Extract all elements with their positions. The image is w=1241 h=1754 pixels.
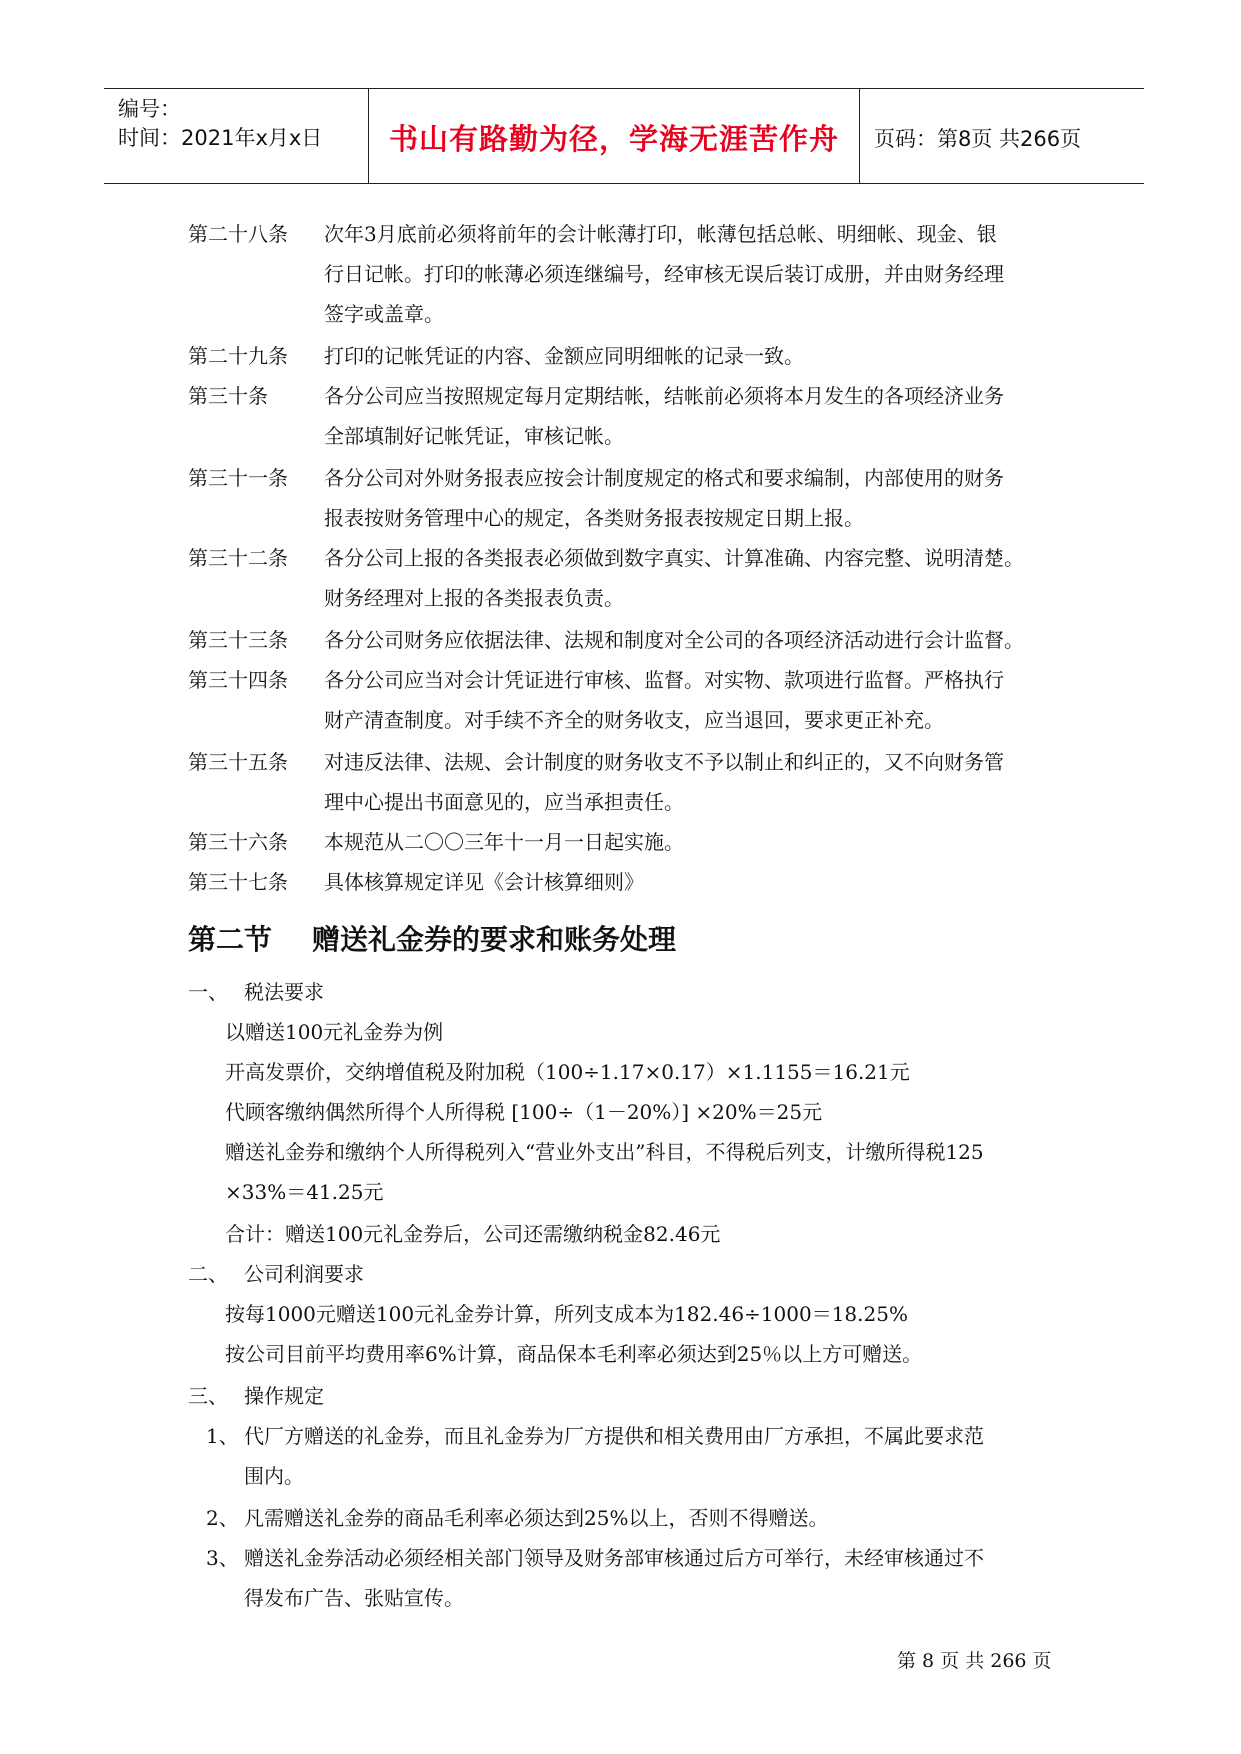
article-text: 打印的记帐凭证的内容、金额应同明细帐的记录一致。 [324,344,804,368]
article-text: 财务经理对上报的各类报表负责。 [324,586,624,610]
article-number: 第三十四条 [188,668,288,692]
article-text: 各分公司对外财务报表应按会计制度规定的格式和要求编制，内部使用的财务 [324,466,1004,490]
article-text: 理中心提出书面意见的，应当承担责任。 [324,790,684,814]
article-number: 第三十七条 [188,870,288,894]
header-page-number: 页码：第8页 共266页 [874,127,1082,151]
article-text: 次年3月底前必须将前年的会计帐薄打印，帐薄包括总帐、明细帐、现金、银 [324,222,997,246]
document-number-label: 编号： [118,97,181,121]
article-text: 对违反法律、法规、会计制度的财务收支不予以制止和纠正的，又不向财务管 [324,750,1004,774]
section-title: 赠送礼金券的要求和账务处理 [312,923,677,956]
page-footer: 第 8 页 共 266 页 [897,1650,1052,1672]
subsection-heading: 税法要求 [244,980,324,1004]
list-item-text: 代厂方赠送的礼金券，而且礼金券为厂方提供和相关费用由厂方承担，不属此要求范 [244,1424,984,1448]
article-text: 签字或盖章。 [324,302,444,326]
article-number: 第三十六条 [188,830,288,854]
document-time-label: 时间：2021年x月x日 [118,126,323,150]
article-number: 第三十二条 [188,546,288,570]
paragraph-line: ×33%＝41.25元 [225,1180,384,1204]
list-item-text: 得发布广告、张贴宣传。 [244,1586,464,1610]
article-text: 各分公司上报的各类报表必须做到数字真实、计算准确、内容完整、说明清楚。 [324,546,1024,570]
article-text: 报表按财务管理中心的规定，各类财务报表按规定日期上报。 [324,506,864,530]
subsection-heading: 公司利润要求 [244,1262,364,1286]
paragraph-line: 赠送礼金券和缴纳个人所得税列入“营业外支出”科目，不得税后列支，计缴所得税125 [225,1140,984,1164]
article-text: 行日记帐。打印的帐薄必须连继编号，经审核无误后装订成册，并由财务经理 [324,262,1004,286]
section-number: 第二节 [188,923,273,956]
list-item-number: 3、 [206,1546,239,1570]
article-text: 具体核算规定详见《会计核算细则》 [324,870,644,894]
article-number: 第三十三条 [188,628,288,652]
subsection-number: 三、 [188,1384,228,1408]
article-text: 各分公司财务应依据法律、法规和制度对全公司的各项经济活动进行会计监督。 [324,628,1024,652]
list-item-text: 赠送礼金券活动必须经相关部门领导及财务部审核通过后方可举行，未经审核通过不 [244,1546,984,1570]
subsection-number: 一、 [188,980,228,1004]
paragraph-line: 代顾客缴纳偶然所得个人所得税 [100÷（1－20%）] ×20%＝25元 [225,1100,823,1124]
article-number: 第三十五条 [188,750,288,774]
article-text: 各分公司应当按照规定每月定期结帐，结帐前必须将本月发生的各项经济业务 [324,384,1004,408]
list-item-text: 围内。 [244,1464,304,1488]
article-number: 第三十一条 [188,466,288,490]
article-number: 第二十九条 [188,344,288,368]
subsection-heading: 操作规定 [244,1384,324,1408]
header-motto: 书山有路勤为径，学海无涯苦作舟 [388,122,839,156]
section-heading [188,918,676,958]
paragraph-line: 按每1000元赠送100元礼金券计算，所列支成本为182.46÷1000＝18.25% [225,1302,908,1326]
list-item-number: 2、 [206,1506,239,1530]
paragraph-line: 合计：赠送100元礼金券后，公司还需缴纳税金82.46元 [225,1222,721,1246]
paragraph-line: 以赠送100元礼金券为例 [225,1020,444,1044]
list-item-number: 1、 [206,1424,239,1448]
paragraph-line: 按公司目前平均费用率6%计算，商品保本毛利率必须达到25％以上方可赠送。 [225,1342,923,1366]
article-text: 本规范从二〇〇三年十一月一日起实施。 [324,830,684,854]
subsection-number: 二、 [188,1262,228,1286]
paragraph-line: 开高发票价，交纳增值税及附加税（100÷1.17×0.17）×1.1155＝16.21元 [225,1060,910,1084]
article-text: 各分公司应当对会计凭证进行审核、监督。对实物、款项进行监督。严格执行 [324,668,1004,692]
article-number: 第三十条 [188,384,268,408]
article-text: 全部填制好记帐凭证，审核记帐。 [324,424,624,448]
list-item-text: 凡需赠送礼金券的商品毛利率必须达到25%以上，否则不得赠送。 [244,1506,829,1530]
article-text: 财产清查制度。对手续不齐全的财务收支，应当退回，要求更正补充。 [324,708,944,732]
article-number: 第二十八条 [188,222,288,246]
